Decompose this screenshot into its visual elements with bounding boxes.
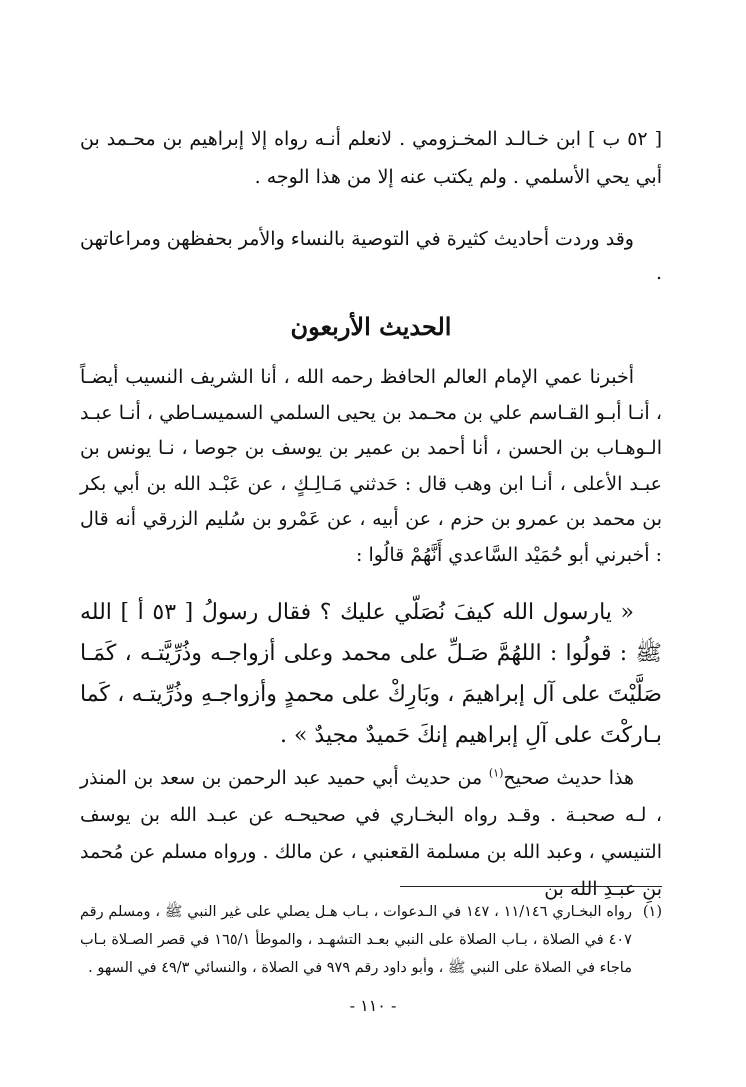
hadith-heading: الحديث الأربعون (290, 312, 452, 341)
footnote-separator (400, 886, 662, 887)
matn-paragraph: « يارسول الله كيفَ نُصَلّي عليك ؟ فقال رسولُ [ ٥٣ أ ] الله ﷺ : قولُوا : اللهُمَّ صَـلِّ على محمد وعلى أزواجـه وذُرِّيَّتـه ، كَمَـا صَلَّيْتَ على آل إبراهيمَ ، وبَارِكْ على محمدٍ وأزواجـهِ وذُرِّيتـه ، كَما بـاركْتَ على آلِ إبراهيم إنكَ حَميدٌ مجيدٌ » . (80, 600, 662, 748)
footnote-reference[interactable]: (١) (488, 766, 504, 780)
page-number: - ١١٠ - (349, 996, 397, 1015)
note-paragraph: وقد وردت أحاديث كثيرة في التوصية بالنساء والأمر بحفظهن ومراعاتهن . (80, 228, 662, 284)
grading-text-start: هذا حديث صحيح (503, 767, 634, 789)
grading-text-rest: من حديث أبي حميد عبد الرحمن بن سعد بن المنذر ، لـه صحبـة . وقـد رواه البخـاري في صحيحـه عن عبـد الله بن يوسف التنيسي ، وعبد الله بن مسلمة القعنبي ، عن مالك . ورواه مسلم عن مُحمد بنِ عبـدِ الله بن (80, 767, 662, 900)
isnad-paragraph: أخبرنا عمي الإمام العالم الحافظ رحمه الله ، أنا الشريف النسيب أيضـاً ، أنـا أبـو القـاسم علي بن محـمد بن يحيى السلمي السميسـاطي ، أنـا عبـد الـوهـاب بن الحسن ، أنا أحمد بن عمير بن يوسف بن جوصا ، نـا يونس بن عبـد الأعلى ، أنـا ابن وهب قال : حَدثني مَـالِـكٍ ، عن عَبْـد الله بن أبي بكر بن محمد بن عمرو بن حزم ، عن أبيه ، عن عَمْرو بن سُليم الزرقي أنه قال : أخبرني أبو حُمَيْد السَّاعدي أَنَّهُمْ قالُوا : (80, 366, 662, 566)
footnote-number: (١) (642, 904, 662, 920)
footnote (80, 898, 662, 982)
footnote-text: رواه البخـاري ١١/١٤٦ ، ١٤٧ في الـدعوات ، بـاب هـل يصلي على غير النبي ﷺ ، ومسلم رقم ٤٠٧ في الصلاة ، بـاب الصلاة على النبي بعـد التشهـد ، والموطأ ١٦٥/١ في قصر الصـلاة بـاب ماجاء في الصلاة على النبي ﷺ ، وأبو داود رقم ٩٧٩ في الصلاة ، والنسائي ٤٩/٣ في السهو . (80, 904, 632, 976)
isnad-continuation-paragraph: [ ٥٢ ب ] ابن خـالـد المخـزومي . لانعلم أنـه رواه إلا إبراهيم بن محـمد بن أبي يحي الأسلمي . ولم يكتب عنه إلا من هذا الوجه . (80, 128, 662, 188)
